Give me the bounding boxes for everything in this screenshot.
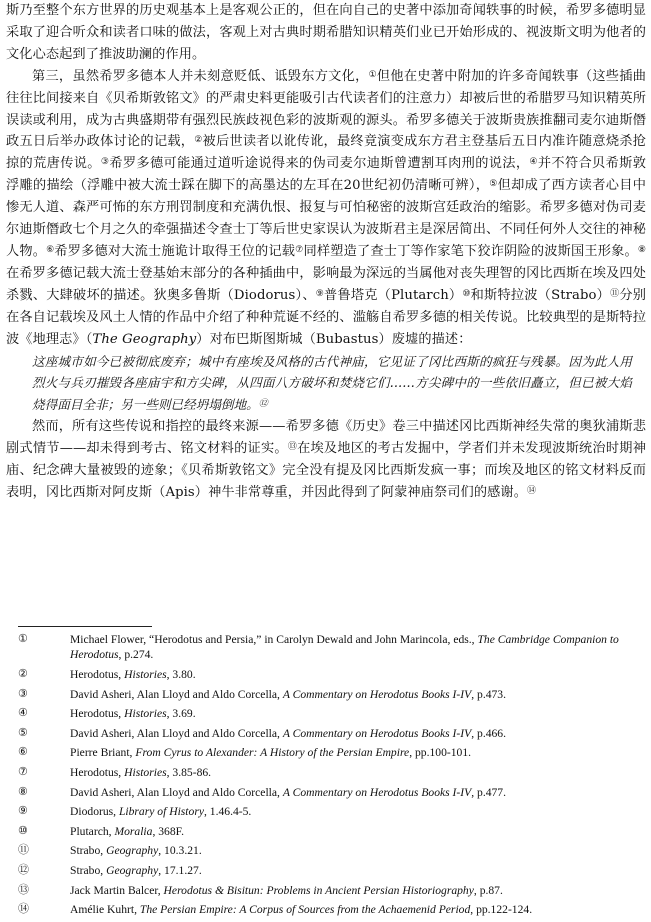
body-paragraph — [6, 66, 646, 351]
footnotes-list — [18, 632, 646, 922]
footnote-item — [18, 745, 646, 760]
text-run: David Asheri, Alan Lloyd and Aldo Corcella, — [70, 687, 283, 701]
footnote-item — [18, 632, 646, 663]
text-run: 同样塑造了查士丁等作家笔下狡诈阴险的波斯国王形象。 — [303, 243, 638, 259]
footnote-item — [18, 765, 646, 780]
footnote-marker: ⑥ — [46, 244, 55, 255]
text-run: , 10.3.21. — [158, 844, 202, 858]
text-run: Strabo, — [70, 863, 107, 877]
text-run: 并不符合贝希斯敦浮雕的描绘（浮雕中被大流士踩在脚下的高墨达的左耳在20世纪初仍清晰可辨）， — [6, 156, 646, 194]
text-run: 被后世读者以讹传讹，最终竟演变成东方君主登基后五日内准许随意烧杀抢掠的荒唐传说。 — [6, 134, 646, 172]
footnote-marker: ② — [194, 135, 203, 146]
footnote-number: ① — [18, 633, 28, 645]
footnote-item — [18, 804, 646, 819]
italic-title: Histories — [124, 707, 167, 721]
block-quote — [32, 351, 632, 417]
footnote-item — [18, 824, 646, 839]
text-run: 希罗多德可能通过道听途说得来的伪司麦尔迪斯曾遭割耳肉刑的说法， — [109, 156, 530, 172]
text-run: , 3.85-86. — [166, 765, 212, 779]
italic-title: Geography — [106, 863, 159, 877]
text-run: , 1.46.4-5. — [203, 805, 252, 819]
text-run: , pp.122-124. — [470, 903, 533, 917]
italic-title: Library of History — [118, 805, 204, 819]
footnote-item — [18, 687, 646, 702]
text-run: 但却成了西方读者心目中惨无人道、森严可怖的东方刑罚制度和充满仇恨、报复与可怕秘密的波斯宫廷政治的缩影。希罗多德对伪司麦尔迪斯僭政七个月之久的牵强描述令查士丁等后世史家误认为波斯君主是深居简出、不同任何外人交往的神秘人物。 — [6, 178, 646, 259]
footnote-marker: ⑨ — [315, 288, 325, 299]
footnote-number: ④ — [18, 707, 28, 720]
footnote-number: ⑫ — [18, 863, 29, 876]
footnote-marker: ⑦ — [295, 244, 304, 255]
text-run: , 3.69. — [166, 707, 196, 721]
footnote-marker: ⑬ — [287, 442, 298, 453]
footnote-marker: ⑪ — [610, 288, 620, 299]
footnote-number: ⑩ — [18, 824, 28, 837]
text-run: Plutarch, — [70, 824, 115, 838]
footnote-number: ③ — [18, 687, 28, 700]
footnote-number: ⑬ — [18, 883, 29, 896]
footnote-number: ⑤ — [18, 726, 28, 739]
footnote-item — [18, 883, 646, 898]
footnote-marker: ⑧ — [637, 244, 646, 255]
text-run: 希罗多德对大流士施诡计取得王位的记载 — [54, 243, 296, 259]
text-run: , p.473. — [471, 687, 506, 701]
italic-title: Histories — [124, 668, 167, 681]
footnote-number: ⑦ — [18, 765, 28, 778]
footnote-marker: ⑫ — [258, 399, 268, 410]
text-run: 在希罗多德记载大流士登基始末部分的各种插曲中，影响最为深远的当属他对丧失理智的冈比西斯在埃及四处杀戮、大肆破坏的描述。狄奥多鲁斯（Diodorus）、 — [6, 265, 646, 303]
text-run: , p.87. — [473, 883, 503, 897]
footnote-marker: ⑩ — [462, 288, 471, 299]
italic-title: The Persian Empire: A Corpus of Sources from the Achaemenid Period — [139, 903, 471, 917]
footnote-separator — [18, 626, 152, 627]
text-run: David Asheri, Alan Lloyd and Aldo Corcella, — [70, 726, 283, 740]
body-paragraph — [6, 0, 646, 66]
footnote-number: ② — [18, 668, 28, 680]
text-run: Michael Flower, “Herodotus and Persia,” in Carolyn Dewald and John Marincola, eds., — [70, 633, 478, 646]
text-run: 然而，所有这些传说和指控的最终来源——希罗多德《历史》卷三中描述冈比西斯神经失常的奥狄浦斯悲剧式情节——却未得到考古、铭文材料的证实。 — [6, 419, 646, 457]
text-run: 分别在各自记载埃及风土人情的作品中介绍了种种荒诞不经的、滥觞自希罗多德的相关传说。比较典型的是斯特拉波《地理志》（ — [6, 287, 647, 347]
footnote-marker: ⑭ — [527, 485, 537, 496]
italic-title: The Geography — [92, 331, 197, 347]
text-run: Herodotus, — [70, 668, 125, 681]
italic-title: A Commentary on Herodotus Books I-IV — [282, 785, 472, 799]
text-run: David Asheri, Alan Lloyd and Aldo Corcella, — [70, 785, 283, 799]
text-run: 和斯特拉波（Strabo） — [470, 287, 611, 303]
footnote-number: ⑥ — [18, 746, 28, 759]
footnote-item — [18, 706, 646, 721]
text-run: 第三，虽然希罗多德本人并未刻意贬低、诋毁东方文化， — [32, 68, 369, 84]
text-run: Herodotus, — [70, 765, 125, 779]
text-run: Diodorus, — [70, 805, 119, 819]
footnote-item — [18, 863, 646, 878]
italic-title: Geography — [106, 844, 159, 858]
footnote-item — [18, 785, 646, 800]
text-run: , 368F. — [152, 824, 185, 838]
footnote-number: ⑪ — [18, 844, 29, 857]
main-text — [6, 0, 646, 504]
italic-title: Histories — [124, 765, 167, 779]
italic-title: Moralia — [114, 824, 153, 838]
text-run: , p.274. — [118, 648, 154, 662]
footnote-marker: ⑤ — [489, 179, 498, 190]
text-run: 这座城市如今已被彻底废弃；城中有座埃及风格的古代神庙，它见证了冈比西斯的疯狂与残暴。因为此人用烈火与兵刃摧毁各座庙宇和方尖碑，从四面八方破坏和焚烧它们……方尖碑中的一些依旧矗立，但已被大焰烧得面目全非；另一些则已经坍塌倒地。 — [32, 353, 632, 413]
footnote-item — [18, 843, 646, 858]
italic-title: Herodotus & Bisitun: Problems in Ancient Persian Historiography — [163, 883, 474, 897]
italic-title: From Cyrus to Alexander: A History of the Persian Empire — [135, 746, 410, 760]
body-paragraph — [6, 416, 646, 504]
text-run: , 3.80. — [166, 668, 196, 681]
text-run: Herodotus, — [70, 707, 125, 721]
text-run: Strabo, — [70, 844, 107, 858]
text-run: Amélie Kuhrt, — [70, 903, 140, 917]
text-run: , p.477. — [471, 785, 506, 799]
footnote-number: ⑧ — [18, 785, 28, 798]
italic-title: A Commentary on Herodotus Books I-IV — [282, 687, 472, 701]
text-run: , 17.1.27. — [158, 863, 202, 877]
text-run: 斯乃至整个东方世界的历史观基本上是客观公正的，但在向自己的史著中添加奇闻轶事的时候，希罗多德明显采取了迎合听众和读者口味的做法，客观上对古典时期希腊知识精英们业已开始形成的、视波斯文明为他者的文化心态起到了推波助澜的作用。 — [6, 3, 646, 62]
text-run: Jack Martin Balcer, — [70, 883, 164, 897]
footnote-marker: ③ — [100, 157, 110, 168]
text-run: 普鲁塔克（Plutarch） — [324, 287, 463, 303]
footnote-marker: ④ — [529, 157, 538, 168]
text-run: 在埃及地区的考古发掘中，学者们并未发现波斯统治时期神庙、纪念碑大量被毁的迹象；《贝希斯敦铭文》完全没有提及冈比西斯发疯一事；而埃及地区的铭文材料反而表明，冈比西斯对阿皮斯（Apis）神牛非常尊重，并因此得到了阿蒙神庙祭司们的感谢。 — [6, 441, 646, 500]
footnote-number: ⑭ — [18, 903, 29, 916]
italic-title: A Commentary on Herodotus Books I-IV — [282, 726, 472, 740]
text-run: 但他在史著中附加的许多奇闻轶事（这些插曲往往比间接来自《贝希斯敦铭文》的严肃史料更能吸引古代读者们的注意力）却被后世的希腊罗马知识精英所误读或利用，成为古典盛期带有强烈民族歧视色彩的波斯观的源头。希罗多德关于波斯贵族推翻司麦尔迪斯僭政五日后举办政体讨论的记载， — [6, 68, 647, 150]
footnote-item — [18, 667, 646, 682]
footnote-number: ⑨ — [18, 805, 28, 818]
text-run: Pierre Briant, — [70, 746, 136, 760]
italic-title: The Cambridge Companion to Herodotus — [70, 633, 619, 662]
text-run: , pp.100-101. — [409, 746, 472, 760]
text-run: ）对布巴斯图斯城（Bubastus）废墟的描述： — [196, 331, 472, 347]
footnote-marker: ① — [368, 69, 377, 80]
text-run: , p.466. — [471, 726, 506, 740]
footnote-item — [18, 726, 646, 741]
